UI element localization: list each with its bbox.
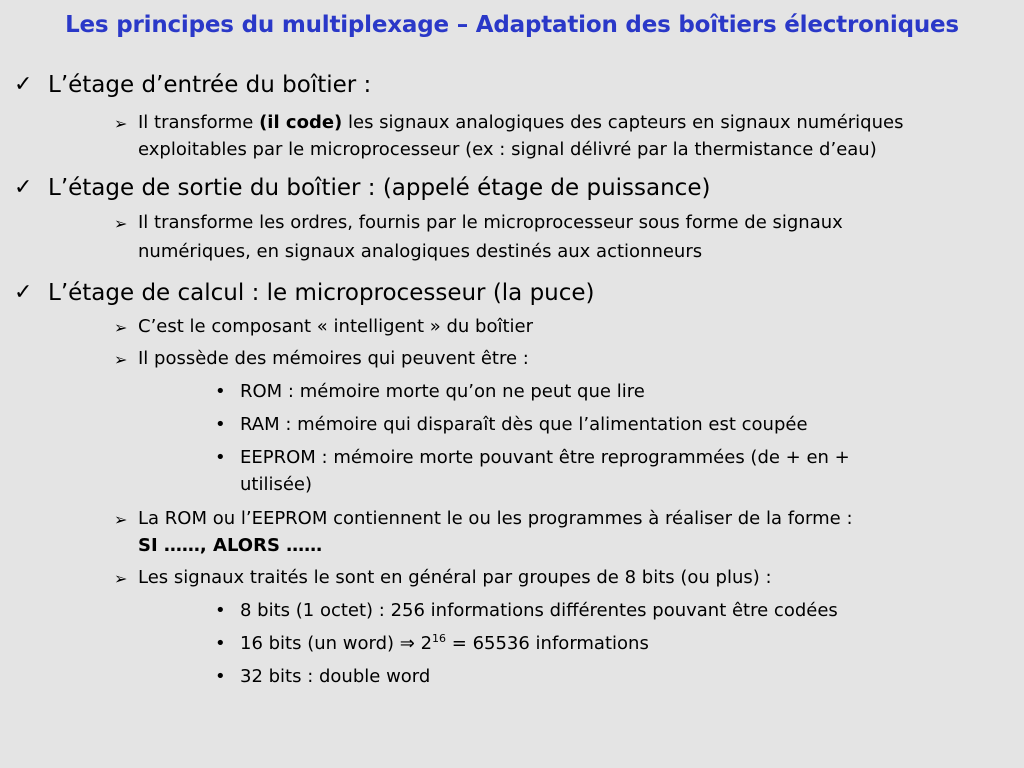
- dot-bullet-icon: •: [215, 666, 226, 687]
- bits-16-base: 2: [414, 633, 433, 654]
- arrow-bullet-icon: ➢: [114, 569, 128, 588]
- bits-8: 8 bits (1 octet) : 256 informations différentes pouvant être codées: [240, 600, 838, 621]
- section-heading-input-stage: L’étage d’entrée du boîtier :: [48, 72, 372, 98]
- bits-32: 32 bits : double word: [240, 666, 431, 687]
- bits-16-text: 16 bits (un word): [240, 633, 400, 654]
- bullet-continuation: numériques, en signaux analogiques destinés aux actionneurs: [138, 241, 703, 262]
- dot-bullet-icon: •: [215, 381, 226, 402]
- bits-16: [240, 633, 649, 654]
- bullet-programs: La ROM ou l’EEPROM contiennent le ou les programmes à réaliser de la forme :: [138, 508, 853, 529]
- bullet-continuation: SI ……, ALORS ……: [138, 535, 323, 556]
- memory-ram: RAM : mémoire qui disparaît dès que l’alimentation est coupée: [240, 414, 808, 435]
- arrow-bullet-icon: ➢: [114, 510, 128, 529]
- bullet-memories: Il possède des mémoires qui peuvent être :: [138, 348, 529, 369]
- arrow-bullet-icon: ➢: [114, 114, 128, 133]
- bullet-input-stage-desc: [138, 112, 903, 133]
- dot-bullet-icon: •: [215, 600, 226, 621]
- bullet-output-stage-desc: Il transforme les ordres, fournis par le microprocesseur sous forme de signaux: [138, 212, 843, 233]
- check-mark-icon: ✓: [14, 175, 33, 200]
- section-heading-compute-stage: L’étage de calcul : le microprocesseur (la puce): [48, 280, 595, 306]
- arrow-bullet-icon: ➢: [114, 214, 128, 233]
- check-mark-icon: ✓: [14, 72, 33, 97]
- bullet-continuation: exploitables par le microprocesseur (ex : signal délivré par la thermistance d’eau): [138, 139, 877, 160]
- section-heading-output-stage: L’étage de sortie du boîtier : (appelé étage de puissance): [48, 175, 711, 201]
- bullet-bit-groups: Les signaux traités le sont en général par groupes de 8 bits (ou plus) :: [138, 567, 772, 588]
- bits-16-exponent: 16: [432, 632, 447, 645]
- memory-rom: ROM : mémoire morte qu’on ne peut que lire: [240, 381, 645, 402]
- bullet-text: Il transforme: [138, 112, 260, 133]
- dot-bullet-icon: •: [215, 414, 226, 435]
- check-mark-icon: ✓: [14, 280, 33, 305]
- bullet-continuation: utilisée): [240, 474, 313, 495]
- bits-16-result: = 65536 informations: [446, 633, 649, 654]
- arrow-bullet-icon: ➢: [114, 318, 128, 337]
- dot-bullet-icon: •: [215, 633, 226, 654]
- slide-title: Les principes du multiplexage – Adaptation des boîtiers électroniques: [65, 12, 959, 38]
- implies-arrow-icon: ⇒: [399, 633, 415, 654]
- memory-eeprom: EEPROM : mémoire morte pouvant être reprogrammées (de + en +: [240, 447, 850, 468]
- bullet-text: les signaux analogiques des capteurs en signaux numériques: [342, 112, 904, 133]
- bold-text: (il code): [259, 112, 343, 133]
- dot-bullet-icon: •: [215, 447, 226, 468]
- bullet-intelligent-component: C’est le composant « intelligent » du boîtier: [138, 316, 534, 337]
- arrow-bullet-icon: ➢: [114, 350, 128, 369]
